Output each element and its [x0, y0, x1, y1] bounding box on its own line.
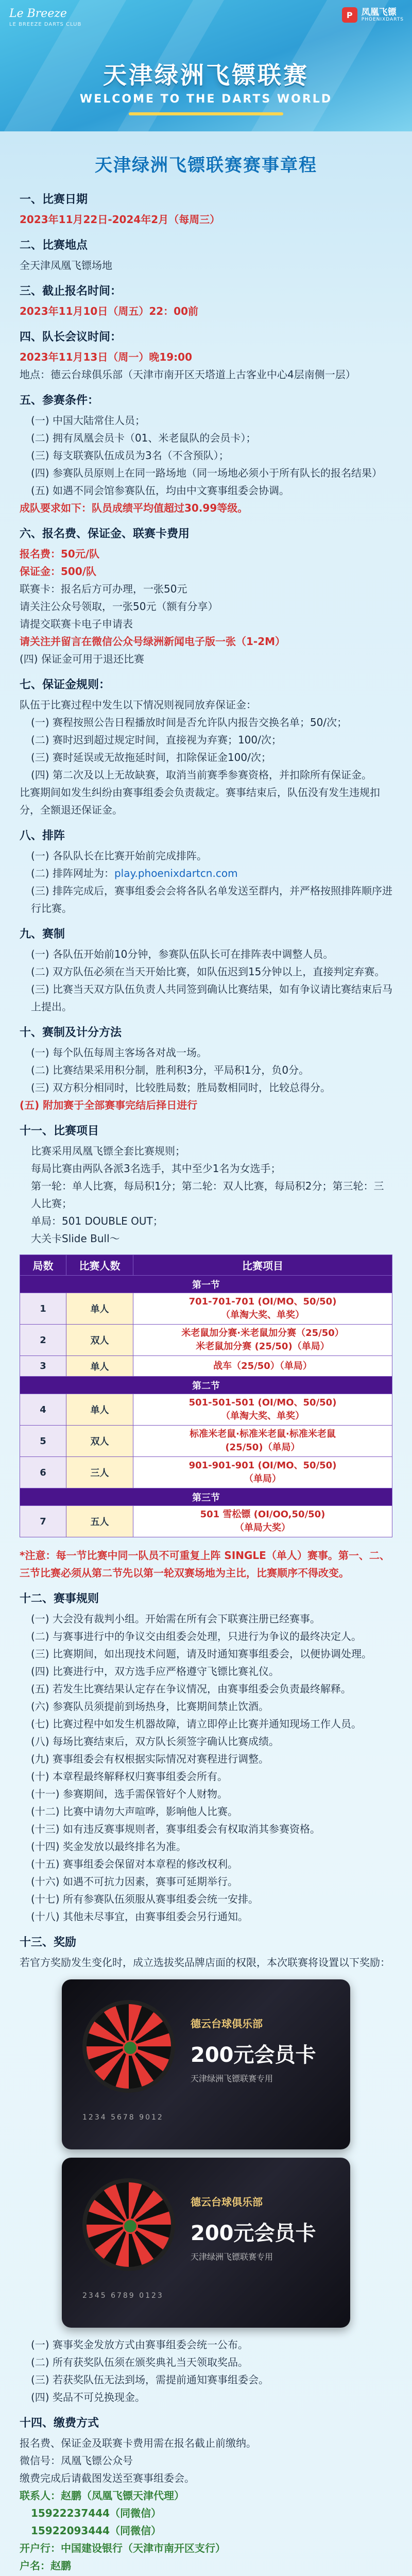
- row-group: 单人: [66, 1356, 133, 1377]
- phoenix-logo: [342, 7, 404, 23]
- row-group: 双人: [66, 1325, 133, 1356]
- row-game: 901-901-901 (OI/MO、50/50) （单局）: [133, 1457, 392, 1488]
- lineup-url-link[interactable]: play.phoenixdartcn.com: [114, 867, 238, 879]
- section-deadline-text: 2023年11月10日（周五）22：00前: [20, 305, 198, 317]
- lineup-line: (三) 排阵完成后，赛事组委会会将各队名单发送至群内，并严格按照排阵顺序进行比赛。: [31, 885, 392, 914]
- events-line: 第一轮：单人比赛，每局积1分；第二轮：双人比赛，每局积2分；第三轮：三人比赛；: [31, 1180, 384, 1210]
- format-line: (三) 比赛当天双方队伍负责人共同签到确认比赛结果，如有争议请比赛结束后马上提出。: [31, 983, 392, 1013]
- row-group: 三人: [66, 1457, 133, 1488]
- schedule-table: [20, 1255, 392, 1537]
- deposit-line: 队伍于比赛过程中发生以下情况则视同放弃保证金：: [20, 699, 256, 711]
- list-item: (七) 比赛过程中如发生机器故障，请立即停止比赛并通知现场工作人员。: [31, 1718, 362, 1730]
- deposit-line: 比赛期间如发生纠纷由赛事组委会负责裁定。赛事结束后，队伍没有发生违规扣分，全额退还保证金。: [20, 786, 380, 816]
- row-num: 4: [20, 1394, 66, 1426]
- table-section-row: [20, 1488, 392, 1506]
- section-date-text: 2023年11月22日-2024年2月（每周三）: [20, 213, 220, 226]
- doc-title: 天津绿洲飞镖联赛赛事章程: [95, 155, 317, 176]
- list-item: (十六) 如遇不可抗力因素，赛事可延期举行。: [31, 1875, 238, 1888]
- events-intro: 大关卡Slide Bull～: [31, 1232, 120, 1245]
- list-item: (八) 每场比赛结束后，双方队长须签字确认比赛成绩。: [31, 1735, 279, 1748]
- payment-line: 报名费、保证金及联赛卡费用需在报名截止前缴纳。: [20, 2437, 256, 2449]
- card-number: 1234 5678 9012: [82, 2113, 164, 2122]
- list-item: (四) 比赛进行中，双方选手应严格遵守飞镖比赛礼仪。: [31, 1665, 279, 1677]
- table-row: [20, 1506, 392, 1537]
- card-club: 德云台球俱乐部: [191, 2018, 263, 2030]
- events-line: 每局比赛由两队各派3名选手，其中至少1名为女选手；: [31, 1162, 281, 1175]
- deposit-line: (一) 赛程按照公告日程播放时间是否允许队内报告交换名单；50/次；: [31, 716, 348, 728]
- row-num: 5: [20, 1426, 66, 1457]
- row-num: 3: [20, 1356, 66, 1377]
- club-logo: Le Breeze: [9, 7, 67, 20]
- list-item: (一) 大会没有裁判小组。开始需在所有会下联赛注册已经赛事。: [31, 1613, 320, 1625]
- section-venue-text: 全天津凤凰飞镖场地: [20, 259, 112, 272]
- contact-phone[interactable]: 15922093444（同微信）: [31, 2524, 162, 2537]
- list-item: (三) 比赛期间，如出现技术问题，请及时通知赛事组委会，以便协调处理。: [31, 1648, 372, 1660]
- scoring-red-note: (五) 附加赛于全部赛事完结后择日进行: [20, 1099, 198, 1111]
- list-item: (十) 本章程最终解释权归赛事组委会所有。: [31, 1770, 228, 1783]
- contact-block: [20, 2487, 392, 2576]
- list-item: (二) 与赛事进行中的争议交由组委会处理，只进行为争议的最终决定人。: [31, 1630, 362, 1642]
- list-item: (十七) 所有参赛队伍须服从赛事组委会统一安排。: [31, 1893, 259, 1905]
- table-section-row: [20, 1276, 392, 1293]
- fee-tail: (四) 保证金可用于退还比赛: [20, 653, 144, 665]
- member-card: [62, 2158, 350, 2328]
- row-group: 双人: [66, 1426, 133, 1457]
- member-card: [62, 1979, 350, 2149]
- card-number: 2345 6789 0123: [82, 2292, 164, 2300]
- list-item: (十二) 比赛中请勿大声喧哗，影响他人比赛。: [31, 1805, 238, 1818]
- section-meeting-heading: 四、队长会议时间：: [20, 331, 122, 344]
- format-line: (一) 各队伍开始前10分钟，参赛队伍队长可在排阵表中调整人员。: [31, 948, 334, 960]
- section-format-heading: 九、赛制: [20, 928, 65, 941]
- payment-line: 微信号：凤凰飞镖公众号: [20, 2454, 133, 2467]
- table-row: [20, 1325, 392, 1356]
- reward-line: (一) 赛事奖金发放方式由赛事组委会统一公布。: [31, 2338, 248, 2351]
- lineup-line: [20, 865, 392, 882]
- reward-intro: 若官方奖励发生变化时，成立选拔奖品牌店面的权限，本次联赛将设置以下奖励：: [20, 1956, 390, 1969]
- list-item: (九) 赛事组委会有权根据实际情况对赛程进行调整。: [31, 1753, 269, 1765]
- row-group: 单人: [66, 1394, 133, 1426]
- list-item: (四) 参赛队员原则上在同一路场地（同一场地必须小于所有队长的报名结果）: [31, 467, 382, 479]
- eligibility-rule: 成队要求如下：队员成绩平均值超过30.99等级。: [20, 502, 248, 514]
- scoring-line: (一) 每个队伍每周主客场各对战一场。: [31, 1046, 207, 1059]
- row-group: 五人: [66, 1506, 133, 1537]
- row-num: 7: [20, 1506, 66, 1537]
- column-header: 比赛项目: [133, 1255, 392, 1276]
- list-item: (五) 如遇不同会馆参赛队伍，均由中文赛事组委会协调。: [31, 484, 289, 497]
- section-deposit-heading: 七、保证金规则：: [20, 679, 111, 691]
- list-item: (六) 参赛队员须提前到场热身，比赛期间禁止饮酒。: [31, 1700, 269, 1713]
- fee-line: 保证金：500/队: [20, 565, 97, 578]
- reward-line: (四) 奖品不可兑换现金。: [31, 2391, 145, 2403]
- events-line: 比赛采用凤凰飞镖全套比赛规则；: [31, 1145, 185, 1157]
- row-game: 501-501-501 (OI/MO、50/50) （单淘大奖、单奖）: [133, 1394, 392, 1426]
- list-item: (十四) 奖金发放以最终排名为准。: [31, 1840, 186, 1853]
- card-amount: 200元会员卡: [191, 2043, 316, 2067]
- schedule-note: *注意：每一节比赛中同一队员不可重复上阵 SINGLE（单人）赛事。第一、二、三节比赛必须从第二节先以第一轮双赛场地为主比，比赛顺序不得改变。: [20, 1549, 390, 1579]
- card-note: 天津绿洲飞镖联赛专用: [191, 2252, 273, 2262]
- scoring-line: (三) 双方积分相同时，比较胜局数；胜局数相同时，比较总得分。: [31, 1081, 331, 1094]
- dartboard-icon: [82, 2178, 175, 2271]
- table-row: [20, 1457, 392, 1488]
- deposit-line: (三) 赛时延误或无故拖延时间，扣除保证金100/次；: [31, 751, 271, 764]
- row-game: 战车（25/50）（单局）: [133, 1356, 392, 1377]
- club-logo-sub: LE BREEZE DARTS CLUB: [9, 22, 82, 27]
- contact-label: 联系人：: [20, 2489, 61, 2502]
- row-group: 单人: [66, 1293, 133, 1325]
- account-name: 赵鹏: [50, 2560, 71, 2572]
- section-payment-heading: 十四、缴费方式: [20, 2417, 99, 2430]
- card-club: 德云台球俱乐部: [191, 2196, 263, 2208]
- table-row: [20, 1293, 392, 1325]
- table-row: [20, 1426, 392, 1457]
- section-scoring-heading: 十、赛制及计分方法: [20, 1026, 122, 1039]
- contact-phone[interactable]: 15922237444（同微信）: [31, 2507, 162, 2519]
- list-item: (十三) 如有违反赛事规则者，赛事组委会有权取消其参赛资格。: [31, 1823, 320, 1835]
- list-item: (十五) 赛事组委会保留对本章程的修改权利。: [31, 1858, 238, 1870]
- list-item: (五) 若发生比赛结果认定存在争议情况，由赛事组委会负责最终解释。: [31, 1683, 351, 1695]
- row-num: 1: [20, 1293, 66, 1325]
- table-row: [20, 1394, 392, 1426]
- fee-line: 报名费：50元/队: [20, 548, 100, 560]
- section-rules-heading: 十二、赛事规则: [20, 1592, 99, 1605]
- row-game: 501 雪松镖 (OI/OO,50/50) （单局大奖）: [133, 1506, 392, 1537]
- fee-red-note: 请关注并留言在微信公众号绿洲新闻电子版一张（1-2M）: [20, 635, 286, 648]
- format-line: (二) 双方队伍必须在当天开始比赛，如队伍迟到15分钟以上，直接判定弃赛。: [31, 965, 385, 978]
- events-line: 单局：501 DOUBLE OUT；: [31, 1215, 163, 1227]
- rules-list: [20, 1610, 392, 1925]
- list-item: (一) 中国大陆常住人员；: [31, 414, 145, 427]
- contact-name: 赵鹏（凤凰飞镖天津代理）: [61, 2489, 184, 2502]
- row-game: 标准米老鼠·标准米老鼠·标准米老鼠 (25/50)（单局）: [133, 1426, 392, 1457]
- list-item: (十八) 其他未尽事宜，由赛事组委会另行通知。: [31, 1910, 248, 1923]
- list-item: (十一) 参赛期间，选手需保管好个人财物。: [31, 1788, 228, 1800]
- scoring-line: (二) 比赛结果采用积分制，胜利积3分，平局积1分，负0分。: [31, 1064, 310, 1076]
- list-item: (二) 拥有凤凰会员卡（01、米老鼠队的会员卡）；: [31, 432, 256, 444]
- list-item: (三) 每支联赛队伍成员为3名（不含预队）；: [31, 449, 229, 462]
- payment-line: 缴费完成后请截图发送至赛事组委会。: [20, 2472, 195, 2484]
- banner-title: 天津绿洲飞镖联赛: [103, 61, 309, 89]
- deposit-line: (四) 第二次及以上无故缺赛，取消当前赛季参赛资格，并扣除所有保证金。: [31, 769, 372, 781]
- banner-subtitle: WELCOME TO THE DARTS WORLD: [79, 93, 333, 106]
- reward-line: (三) 若获奖队伍无法到场，需提前通知赛事组委会。: [31, 2374, 269, 2386]
- row-num: 6: [20, 1457, 66, 1488]
- column-header: 局数: [20, 1255, 66, 1276]
- bank-name: 中国建设银行（天津市南开区支行）: [61, 2542, 226, 2554]
- section-label: 第二节: [20, 1377, 392, 1394]
- section-events-heading: 十一、比赛项目: [20, 1125, 99, 1138]
- header-banner: [0, 0, 412, 131]
- section-label: 第一节: [20, 1276, 392, 1293]
- fee-line: 请提交联赛卡电子申请表: [20, 618, 133, 630]
- deposit-line: (二) 赛时迟到超过规定时间，直接视为弃赛；100/次；: [31, 734, 282, 746]
- section-deadline-heading: 三、截止报名时间：: [20, 285, 122, 298]
- account-label: 户名：: [20, 2560, 50, 2572]
- phoenix-name: 凤凰飞镖: [361, 7, 397, 18]
- section-eligibility-heading: 五、参赛条件：: [20, 394, 99, 407]
- table-header-row: [20, 1255, 392, 1276]
- row-num: 2: [20, 1325, 66, 1356]
- fee-line: 联赛卡：报名后方可办理，一张50元: [20, 583, 187, 595]
- section-meeting-time: 2023年11月13日（周一）晚19:00: [20, 351, 192, 363]
- table-section-row: [20, 1377, 392, 1394]
- card-note: 天津绿洲飞镖联赛专用: [191, 2074, 273, 2083]
- banner-underline: [129, 112, 283, 115]
- reward-line: (二) 所有获奖队伍须在颁奖典礼当天领取奖品。: [31, 2356, 248, 2368]
- dartboard-icon: [82, 2000, 175, 2093]
- fee-line: 请关注公众号领取，一张50元（额有分享）: [20, 600, 218, 613]
- section-lineup-heading: 八、排阵: [20, 829, 65, 842]
- phoenix-en: PHOENIXDARTS: [361, 17, 404, 22]
- section-reward-heading: 十三、奖励: [20, 1936, 77, 1949]
- bank-label: 开户行：: [20, 2542, 61, 2554]
- section-venue-heading: 二、比赛地点: [20, 239, 88, 252]
- row-game: 701-701-701 (OI/MO、50/50) （单淘大奖、单奖）: [133, 1293, 392, 1325]
- lineup-line: (一) 各队队长在比赛开始前完成排阵。: [31, 850, 207, 862]
- card-amount: 200元会员卡: [191, 2222, 316, 2245]
- column-header: 比赛人数: [66, 1255, 133, 1276]
- section-date-heading: 一、比赛日期: [20, 193, 88, 206]
- lineup-url-label: (二) 排阵网址为：: [31, 867, 114, 879]
- section-meeting-place: 地点：德云台球俱乐部（天津市南开区天塔道上古客业中心4层南侧一层）: [20, 368, 356, 381]
- section-fee-heading: 六、报名费、保证金、联赛卡费用: [20, 528, 190, 540]
- table-row: [20, 1356, 392, 1377]
- phoenix-icon: P: [342, 7, 357, 23]
- section-label: 第三节: [20, 1488, 392, 1506]
- article-body: [0, 131, 412, 2576]
- row-game: 米老鼠加分赛·米老鼠加分赛（25/50） 米老鼠加分赛 (25/50)（单局）: [133, 1325, 392, 1356]
- eligibility-list: [20, 412, 392, 499]
